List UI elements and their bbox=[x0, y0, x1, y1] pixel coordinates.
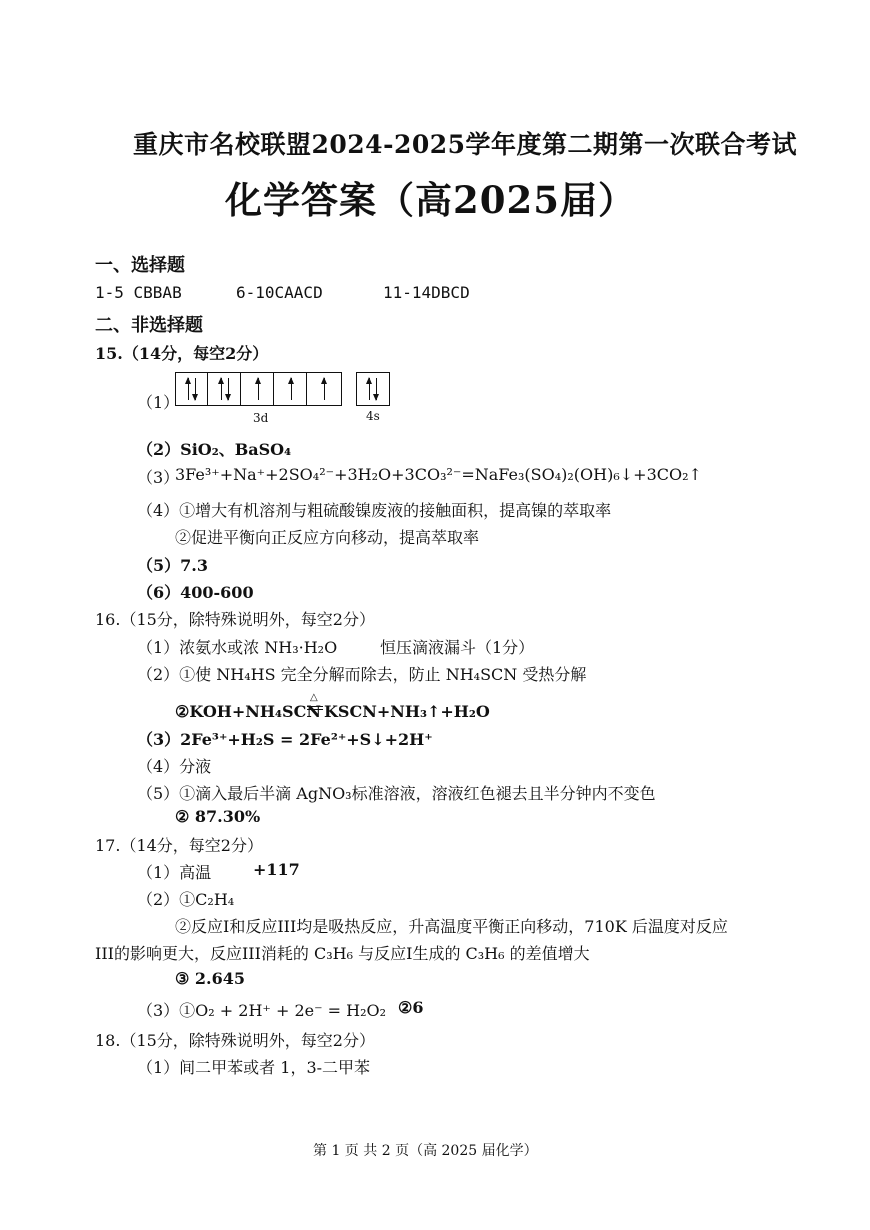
orbital-cell bbox=[308, 373, 340, 405]
q15-part4a: （4）①增大有机溶剂与粗硫酸镍废液的接触面积，提高镍的萃取率 bbox=[137, 501, 612, 520]
section-choice-title: 一、选择题 bbox=[95, 255, 185, 276]
q16-part2b-right: KSCN+NH₃↑+H₂O bbox=[324, 702, 490, 721]
answers-11-14: 11-14DBCD bbox=[383, 283, 470, 302]
q15-title: 15.（14分，每空2分） bbox=[95, 344, 269, 363]
spin-up-icon bbox=[221, 378, 222, 400]
q17-part3: （3）①O₂ + 2H⁺ + 2e⁻ = H₂O₂ bbox=[137, 1001, 387, 1020]
q16-part3: （3）2Fe³⁺+H₂S = 2Fe²⁺+S↓+2H⁺ bbox=[137, 730, 433, 749]
q17-part3b: ②6 bbox=[398, 998, 424, 1017]
q15-part5: （5）7.3 bbox=[137, 556, 208, 575]
equation-line bbox=[307, 709, 323, 710]
q15-part1-label: （1） bbox=[137, 393, 180, 412]
q15-part4b: ②促进平衡向正反应方向移动，提高萃取率 bbox=[175, 528, 480, 547]
spin-up-icon bbox=[324, 378, 325, 400]
q17-part2a: （2）①C₂H₄ bbox=[137, 890, 235, 909]
q17-part1: （1）高温 bbox=[137, 863, 212, 882]
answer-title: 化学答案（高2025届） bbox=[225, 178, 636, 222]
q15-part3-equation: 3Fe³⁺+Na⁺+2SO₄²⁻+3H₂O+3CO₃²⁻=NaFe₃(SO₄)₂(OH)₆↓+3CO₂↑ bbox=[175, 465, 702, 484]
answers-1-5: 1-5 CBBAB bbox=[95, 283, 182, 302]
spin-down-icon bbox=[376, 378, 377, 400]
orbital-cell bbox=[176, 373, 208, 405]
spin-up-icon bbox=[369, 378, 370, 400]
q17-part2d: ③ 2.645 bbox=[175, 969, 246, 988]
q16-part5a: （5）①滴入最后半滴 AgNO₃标准溶液，溶液红色褪去且半分钟内不变色 bbox=[137, 784, 656, 803]
orbital-3d-box bbox=[175, 372, 342, 406]
q16-part1: （1）浓氨水或浓 NH₃·H₂O bbox=[137, 638, 338, 657]
orbital-4s-box bbox=[356, 372, 390, 406]
spin-down-icon bbox=[228, 378, 229, 400]
spin-down-icon bbox=[195, 378, 196, 400]
exam-title: 重庆市名校联盟2024-2025学年度第二期第一次联合考试 bbox=[133, 130, 798, 159]
q15-part6: （6）400-600 bbox=[137, 583, 254, 602]
label-3d: 3d bbox=[253, 411, 269, 425]
page-footer: 第 1 页 共 2 页（高 2025 届化学） bbox=[313, 1143, 538, 1159]
q16-part4: （4）分液 bbox=[137, 757, 212, 776]
spin-up-icon bbox=[258, 378, 259, 400]
spin-up-icon bbox=[188, 378, 189, 400]
heat-condition: △ bbox=[310, 692, 318, 703]
q17-part1b: +117 bbox=[253, 860, 300, 879]
q18-title: 18.（15分，除特殊说明外，每空2分） bbox=[95, 1031, 375, 1050]
q18-part1: （1）间二甲苯或者 1，3-二甲苯 bbox=[137, 1058, 371, 1077]
orbital-cell bbox=[275, 373, 307, 405]
orbital-cell bbox=[242, 373, 274, 405]
q16-part1b: 恒压滴液漏斗（1分） bbox=[380, 638, 535, 657]
q16-part2b-left: ②KOH+NH₄SCN bbox=[175, 702, 321, 721]
q16-part2a: （2）①使 NH₄HS 完全分解而除去，防止 NH₄SCN 受热分解 bbox=[137, 665, 587, 684]
spin-up-icon bbox=[291, 378, 292, 400]
q16-part5b: ② 87.30% bbox=[175, 807, 261, 826]
q15-part2: （2）SiO₂、BaSO₄ bbox=[137, 440, 292, 459]
q15-part3-label: （3） bbox=[137, 468, 180, 487]
q17-part2c: III的影响更大，反应III消耗的 C₃H₆ 与反应I生成的 C₃H₆ 的差值增大 bbox=[95, 944, 590, 963]
answers-6-10: 6-10CAACD bbox=[236, 283, 323, 302]
orbital-cell bbox=[209, 373, 241, 405]
q17-part2b: ②反应I和反应III均是吸热反应，升高温度平衡正向移动，710K 后温度对反应 bbox=[175, 917, 728, 936]
label-4s: 4s bbox=[366, 409, 380, 423]
q17-title: 17.（14分，每空2分） bbox=[95, 836, 263, 855]
equation-line bbox=[307, 706, 323, 707]
q16-title: 16.（15分，除特殊说明外，每空2分） bbox=[95, 610, 375, 629]
section-nonchoice-title: 二、非选择题 bbox=[95, 315, 203, 336]
